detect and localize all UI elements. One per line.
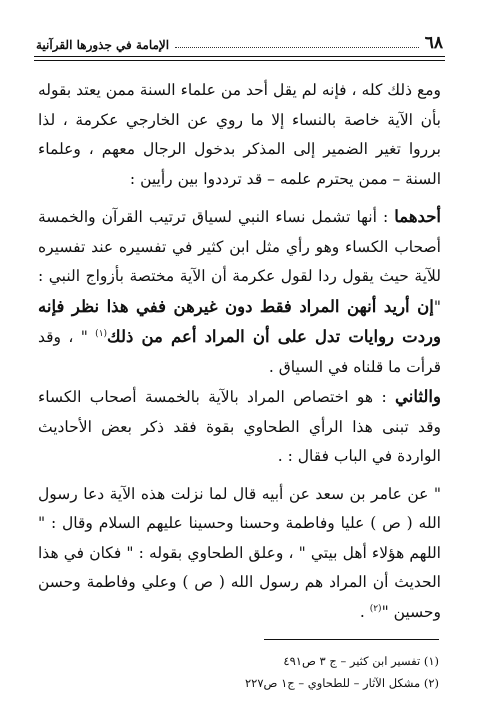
- footnote-rule: [264, 639, 439, 640]
- hadith-quote: " عن عامر بن سعد عن أبيه قال لما نزلت هذه الآية دعا رسول الله ( ص ) عليا وفاطمة وحسنا وحسينا عليهم السلام وقال : " اللهم هؤلاء أهل بيتي " ، وعلق الطحاوي بقوله : " فكان في هذا الحديث أن المراد هم رسول الله ( ص ) وعلي وفاطمة وحسن وحسين ": [38, 484, 441, 621]
- running-title: الإمامة في جذورها القرآنية: [36, 38, 170, 52]
- paragraph-2: [38, 202, 441, 382]
- ibn-kathir-quote: إن أريد أنهن المراد فقط دون غيرهن ففي هذا نظر فإنه وردت روايات تدل على أن المراد أعم من ذلك: [38, 296, 441, 346]
- footnotes: [60, 650, 439, 694]
- page-header: [36, 28, 443, 52]
- page-number: ٦٨: [424, 33, 443, 53]
- header-rule: [34, 56, 445, 61]
- paragraph-2-text: : أنها تشمل نساء النبي لسياق ترتيب القرآن والخمسة أصحاب الكساء وهو رأي مثل ابن كثير في تفسيره عند تفسيره للآية حيث يقول ردا لقول عكرمة أن الآية مختصة بأزواج النبي : ": [38, 208, 441, 316]
- footnote-2: (٢) مشكل الآثار – للطحاوي – ج١ ص٢٢٧: [244, 676, 439, 690]
- paragraph-3-text: : هو اختصاص المراد بالآية بالخمسة أصحاب الكساء وقد تبنى هذا الرأي الطحاوي بقوة فقد ذكر بعض الأحاديث الواردة في الباب فقال : .: [38, 388, 441, 465]
- page-body: [38, 76, 441, 627]
- paragraph-3-lead: والثاني: [395, 387, 441, 406]
- paragraph-2-tail: " ، وقد قرأت ما قلناه في السياق .: [38, 328, 441, 376]
- footnote-ref-1[interactable]: (١): [95, 328, 108, 339]
- paragraph-4-tail: .: [359, 602, 365, 621]
- header-dot-leader: [175, 47, 419, 48]
- footnote-1: (١) تفسير ابن كثير – ج ٣ ص٤٩١: [283, 654, 439, 668]
- footnote-ref-2[interactable]: (٢): [369, 603, 382, 614]
- paragraph-4: [38, 480, 441, 628]
- paragraph-2-lead: أحدهما: [394, 207, 441, 226]
- paragraph-3: [38, 382, 441, 472]
- paragraph-1: ومع ذلك كله ، فإنه لم يقل أحد من علماء السنة ممن يعتد بقوله بأن الآية خاصة بالنساء إلا ما روي عن الخارجي عكرمة ، لذا برروا تغير الضمير إلى المذكر بدخول الرجال معهم ، وعلماء السنة – ممن يحترم علمه – قد ترددوا بين رأيين :: [38, 81, 441, 188]
